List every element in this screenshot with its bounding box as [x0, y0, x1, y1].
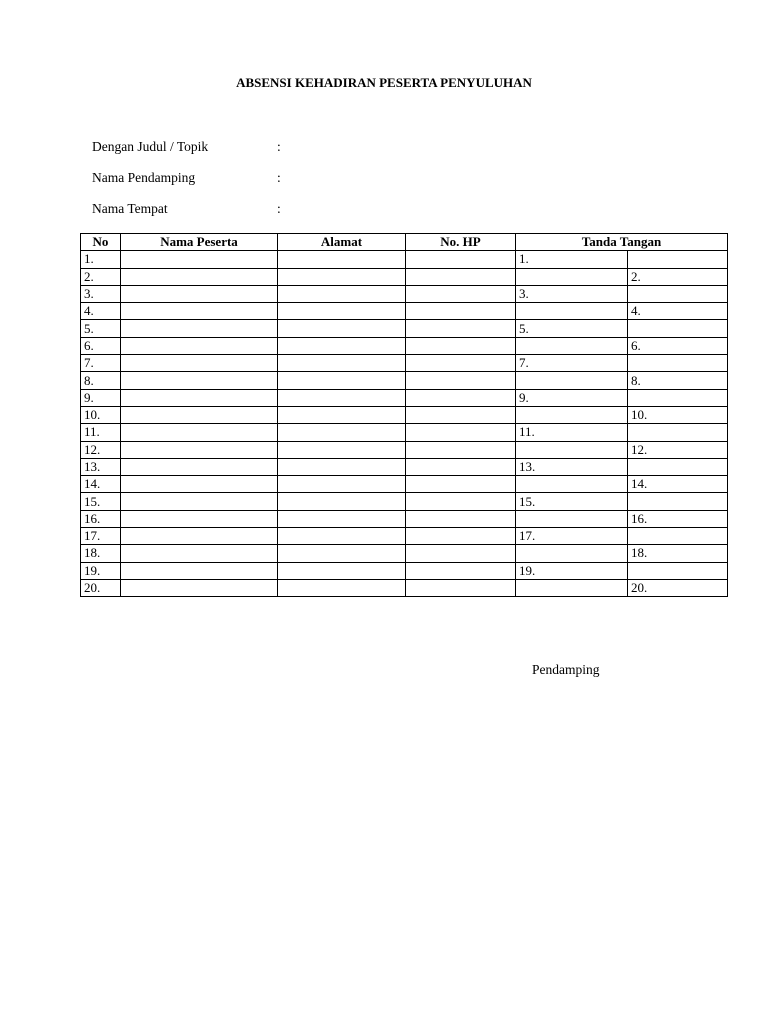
- no-cell: 11.: [81, 424, 121, 441]
- signature-left-cell: [516, 406, 628, 423]
- table-row: [81, 562, 728, 579]
- signature-left-cell: 15.: [516, 493, 628, 510]
- no-hp-cell: [406, 528, 516, 545]
- no-cell: 4.: [81, 303, 121, 320]
- no-hp-cell: [406, 458, 516, 475]
- nama-peserta-cell: [121, 251, 278, 268]
- no-hp-cell: [406, 579, 516, 596]
- nama-peserta-cell: [121, 320, 278, 337]
- signature-right-cell: 18.: [628, 545, 728, 562]
- table-row: [81, 303, 728, 320]
- signature-left-cell: 3.: [516, 285, 628, 302]
- no-hp-cell: [406, 268, 516, 285]
- table-row: [81, 476, 728, 493]
- field-colon-topic: :: [277, 139, 281, 154]
- nama-peserta-cell: [121, 579, 278, 596]
- no-cell: 6.: [81, 337, 121, 354]
- table-row: [81, 458, 728, 475]
- table-row: [81, 545, 728, 562]
- no-hp-cell: [406, 285, 516, 302]
- table-row: [81, 579, 728, 596]
- no-cell: 12.: [81, 441, 121, 458]
- alamat-cell: [278, 320, 406, 337]
- no-cell: 8.: [81, 372, 121, 389]
- signature-right-cell: [628, 285, 728, 302]
- attendance-table: [80, 233, 728, 597]
- nama-peserta-cell: [121, 268, 278, 285]
- nama-peserta-cell: [121, 389, 278, 406]
- signature-right-cell: 4.: [628, 303, 728, 320]
- alamat-cell: [278, 528, 406, 545]
- signature-left-cell: [516, 268, 628, 285]
- header-tanda-tangan: Tanda Tangan: [516, 234, 728, 251]
- signature-right-cell: [628, 458, 728, 475]
- signature-left-cell: [516, 303, 628, 320]
- nama-peserta-cell: [121, 458, 278, 475]
- field-colon-companion: :: [277, 170, 281, 185]
- no-cell: 16.: [81, 510, 121, 527]
- nama-peserta-cell: [121, 545, 278, 562]
- nama-peserta-cell: [121, 285, 278, 302]
- alamat-cell: [278, 389, 406, 406]
- signature-right-cell: 16.: [628, 510, 728, 527]
- no-cell: 19.: [81, 562, 121, 579]
- field-colon-place: :: [277, 201, 281, 216]
- signature-right-cell: [628, 424, 728, 441]
- nama-peserta-cell: [121, 337, 278, 354]
- signature-right-cell: [628, 251, 728, 268]
- table-row: [81, 320, 728, 337]
- no-hp-cell: [406, 389, 516, 406]
- table-row: [81, 268, 728, 285]
- no-cell: 3.: [81, 285, 121, 302]
- alamat-cell: [278, 355, 406, 372]
- signature-left-cell: [516, 476, 628, 493]
- alamat-cell: [278, 441, 406, 458]
- signature-left-cell: 5.: [516, 320, 628, 337]
- alamat-cell: [278, 268, 406, 285]
- header-nama-peserta: Nama Peserta: [121, 234, 278, 251]
- nama-peserta-cell: [121, 528, 278, 545]
- field-label-place: Nama Tempat: [92, 201, 168, 216]
- table-row: [81, 355, 728, 372]
- table-row: [81, 493, 728, 510]
- signature-right-cell: 8.: [628, 372, 728, 389]
- no-hp-cell: [406, 510, 516, 527]
- table-row: [81, 251, 728, 268]
- no-hp-cell: [406, 355, 516, 372]
- no-cell: 20.: [81, 579, 121, 596]
- no-hp-cell: [406, 320, 516, 337]
- table-header-row: [81, 234, 728, 251]
- signature-right-cell: 6.: [628, 337, 728, 354]
- alamat-cell: [278, 476, 406, 493]
- signature-left-cell: 19.: [516, 562, 628, 579]
- field-label-companion: Nama Pendamping: [92, 170, 196, 185]
- no-cell: 9.: [81, 389, 121, 406]
- signature-left-cell: 1.: [516, 251, 628, 268]
- no-hp-cell: [406, 372, 516, 389]
- table-row: [81, 389, 728, 406]
- alamat-cell: [278, 337, 406, 354]
- no-hp-cell: [406, 337, 516, 354]
- signature-right-cell: [628, 355, 728, 372]
- no-cell: 14.: [81, 476, 121, 493]
- alamat-cell: [278, 303, 406, 320]
- table-row: [81, 510, 728, 527]
- no-hp-cell: [406, 441, 516, 458]
- signature-right-cell: [628, 528, 728, 545]
- nama-peserta-cell: [121, 424, 278, 441]
- alamat-cell: [278, 372, 406, 389]
- signature-right-cell: 2.: [628, 268, 728, 285]
- signature-right-cell: 12.: [628, 441, 728, 458]
- signature-right-cell: [628, 493, 728, 510]
- table-row: [81, 406, 728, 423]
- signature-left-cell: [516, 337, 628, 354]
- nama-peserta-cell: [121, 303, 278, 320]
- header-alamat: Alamat: [278, 234, 406, 251]
- table-row: [81, 337, 728, 354]
- alamat-cell: [278, 493, 406, 510]
- alamat-cell: [278, 510, 406, 527]
- nama-peserta-cell: [121, 562, 278, 579]
- no-cell: 7.: [81, 355, 121, 372]
- no-hp-cell: [406, 424, 516, 441]
- nama-peserta-cell: [121, 493, 278, 510]
- no-cell: 5.: [81, 320, 121, 337]
- signature-left-cell: [516, 579, 628, 596]
- no-hp-cell: [406, 303, 516, 320]
- no-cell: 10.: [81, 406, 121, 423]
- alamat-cell: [278, 562, 406, 579]
- no-cell: 18.: [81, 545, 121, 562]
- no-hp-cell: [406, 476, 516, 493]
- signature-right-cell: [628, 389, 728, 406]
- signature-left-cell: [516, 372, 628, 389]
- signature-left-cell: [516, 545, 628, 562]
- alamat-cell: [278, 545, 406, 562]
- signature-right-cell: [628, 320, 728, 337]
- nama-peserta-cell: [121, 372, 278, 389]
- no-cell: 13.: [81, 458, 121, 475]
- alamat-cell: [278, 285, 406, 302]
- signature-left-cell: 7.: [516, 355, 628, 372]
- nama-peserta-cell: [121, 476, 278, 493]
- table-row: [81, 441, 728, 458]
- signature-left-cell: 9.: [516, 389, 628, 406]
- nama-peserta-cell: [121, 510, 278, 527]
- signature-right-cell: 10.: [628, 406, 728, 423]
- signature-label: Pendamping: [532, 662, 600, 677]
- field-label-topic: Dengan Judul / Topik: [92, 139, 209, 154]
- no-cell: 15.: [81, 493, 121, 510]
- signature-left-cell: [516, 441, 628, 458]
- alamat-cell: [278, 251, 406, 268]
- no-cell: 1.: [81, 251, 121, 268]
- no-cell: 17.: [81, 528, 121, 545]
- signature-left-cell: 13.: [516, 458, 628, 475]
- no-hp-cell: [406, 545, 516, 562]
- signature-left-cell: 11.: [516, 424, 628, 441]
- signature-right-cell: 20.: [628, 579, 728, 596]
- alamat-cell: [278, 424, 406, 441]
- header-no-hp: No. HP: [406, 234, 516, 251]
- no-hp-cell: [406, 493, 516, 510]
- signature-right-cell: 14.: [628, 476, 728, 493]
- nama-peserta-cell: [121, 355, 278, 372]
- alamat-cell: [278, 406, 406, 423]
- no-hp-cell: [406, 562, 516, 579]
- header-no: No: [81, 234, 121, 251]
- nama-peserta-cell: [121, 441, 278, 458]
- document-title: ABSENSI KEHADIRAN PESERTA PENYULUHAN: [236, 75, 532, 90]
- table-row: [81, 528, 728, 545]
- signature-left-cell: 17.: [516, 528, 628, 545]
- no-hp-cell: [406, 251, 516, 268]
- no-cell: 2.: [81, 268, 121, 285]
- table-row: [81, 285, 728, 302]
- signature-right-cell: [628, 562, 728, 579]
- signature-left-cell: [516, 510, 628, 527]
- alamat-cell: [278, 579, 406, 596]
- alamat-cell: [278, 458, 406, 475]
- table-row: [81, 424, 728, 441]
- table-row: [81, 372, 728, 389]
- no-hp-cell: [406, 406, 516, 423]
- nama-peserta-cell: [121, 406, 278, 423]
